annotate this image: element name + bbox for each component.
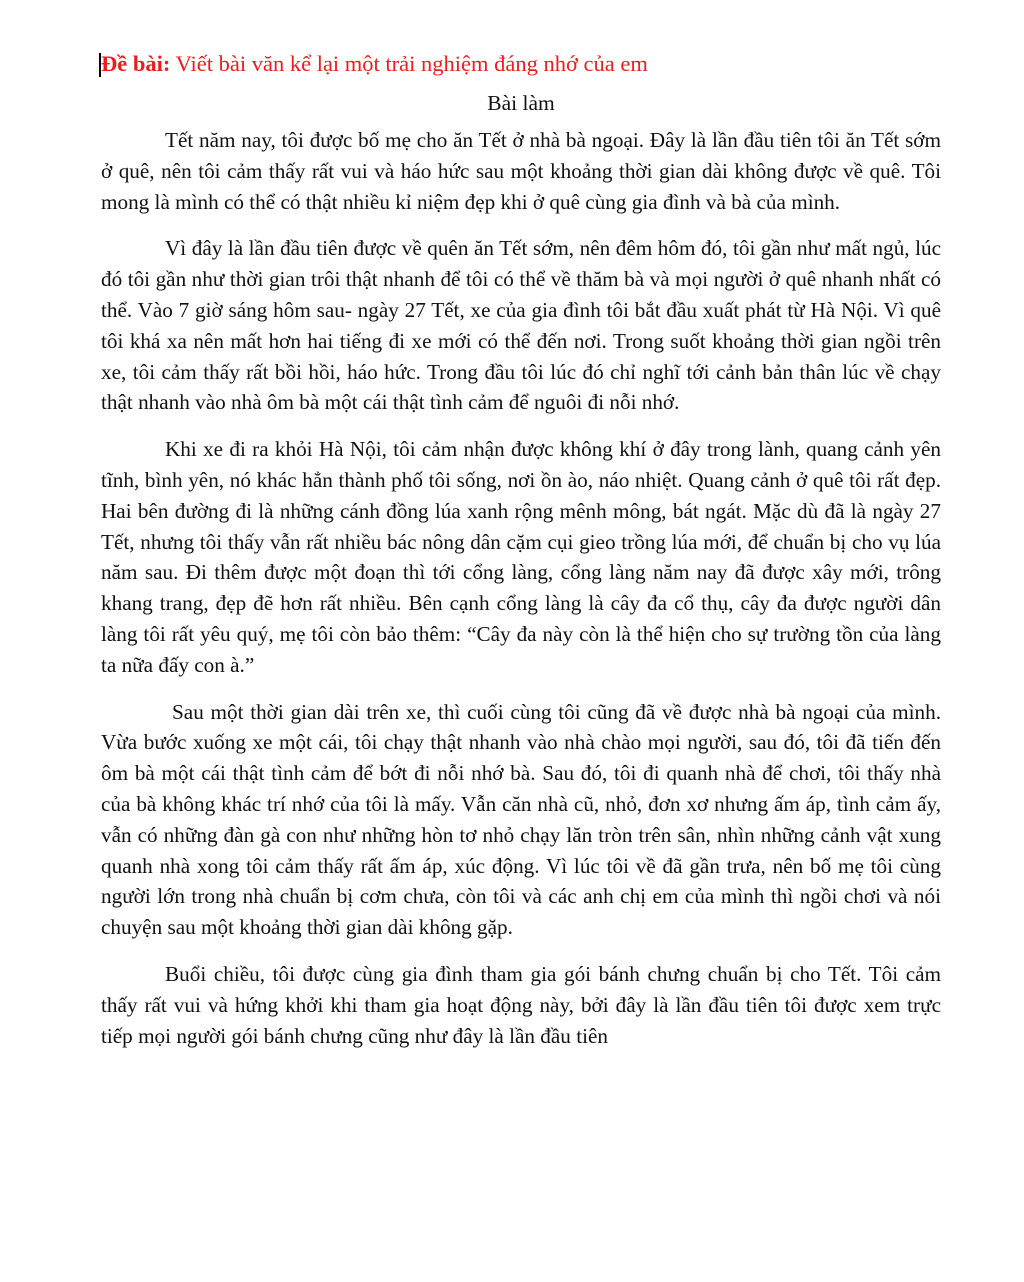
essay-paragraph-2: Vì đây là lần đầu tiên được về quên ăn Tết sớm, nên đêm hôm đó, tôi gần như mất ngủ, lúc đó tôi gần như thời gian trôi thật nhanh để tôi có thể về thăm bà và mọi người ở quê nhanh nhất có thể. Vào 7 giờ sáng hôm sau- ngày 27 Tết, xe của gia đình tôi bắt đầu xuất phát từ Hà Nội. Vì quê tôi khá xa nên mất hơn hai tiếng đi xe mới có thể đến nơi. Trong suốt khoảng thời gian ngồi trên xe, tôi cảm thấy rất bồi hồi, háo hức. Trong đầu tôi lúc đó chỉ nghĩ tới cảnh bản thân lúc về chạy thật nhanh vào nhà ôm bà một cái thật tình cảm để nguôi đi nỗi nhớ. — [101, 236, 941, 415]
assignment-heading-text: Viết bài văn kể lại một trải nghiệm đáng nhớ của em — [170, 51, 648, 76]
essay-subtitle: Bài làm — [487, 91, 555, 115]
essay-paragraph-5: Buổi chiều, tôi được cùng gia đình tham gia gói bánh chưng chuẩn bị cho Tết. Tôi cảm thấy rất vui và hứng khởi khi tham gia hoạt động này, bởi đây là lần đầu tiên tôi được xem trực tiếp mọi người gói bánh chưng cũng như đây là lần đầu tiên — [101, 961, 941, 1048]
essay-paragraph-1: Tết năm nay, tôi được bố mẹ cho ăn Tết ở nhà bà ngoại. Đây là lần đầu tiên tôi ăn Tết sớm ở quê, nên tôi cảm thấy rất vui và háo hức sau một khoảng thời gian dài không được về quê. Tôi mong là mình có thể có thật nhiều kỉ niệm đẹp khi ở quê cùng gia đình và bà của mình. — [101, 128, 941, 214]
essay-paragraph-4: Sau một thời gian dài trên xe, thì cuối cùng tôi cũng đã về được nhà bà ngoại của mình. Vừa bước xuống xe một cái, tôi chạy thật nhanh vào nhà chào mọi người, sau đó, tôi đã tiến đến ôm bà một cái thật tình cảm để bớt đi nỗi nhớ bà. Sau đó, tôi đi quanh nhà để chơi, tôi thấy nhà của bà không khác trí nhớ của tôi là mấy. Vẫn căn nhà cũ, nhỏ, đơn xơ nhưng ấm áp, tình cảm ấy, vẫn có những đàn gà con như những hòn tơ nhỏ chạy lăn tròn trên sân, nhìn những cảnh vật xung quanh nhà xong tôi cảm thấy rất ấm áp, xúc động. Vì lúc tôi về đã gần trưa, nên bố mẹ tôi cùng người lớn trong nhà chuẩn bị cơm chưa, còn tôi và các anh chị em của mình thì ngồi chơi và nói chuyện sau một khoảng thời gian dài không gặp. — [101, 699, 941, 940]
essay-paragraph-3: Khi xe đi ra khỏi Hà Nội, tôi cảm nhận được không khí ở đây trong lành, quang cảnh yên tĩnh, bình yên, nó khác hẳn thành phố tôi sống, nơi ồn ào, náo nhiệt. Quang cảnh ở quê tôi rất đẹp. Hai bên đường đi là những cánh đồng lúa xanh rộng mênh mông, bát ngát. Mặc dù đã là ngày 27 Tết, nhưng tôi thấy vẫn rất nhiều bác nông dân cặm cụi gieo trồng lúa mới, để chuẩn bị cho vụ lúa năm sau. Đi thêm được một đoạn thì tới cổng làng, cổng làng năm nay đã được xây mới, trông khang trang, đẹp đẽ hơn rất nhiều. Bên cạnh cổng làng là cây đa cổ thụ, cây đa được người dân làng tôi rất yêu quý, mẹ tôi còn bảo thêm: “Cây đa này còn là thể hiện cho sự trường tồn của làng ta nữa đấy con à.” — [101, 437, 941, 677]
text-cursor — [99, 53, 101, 77]
assignment-heading — [101, 47, 941, 81]
assignment-heading-label: Đề bài: — [101, 51, 171, 76]
document-page — [101, 47, 941, 1051]
